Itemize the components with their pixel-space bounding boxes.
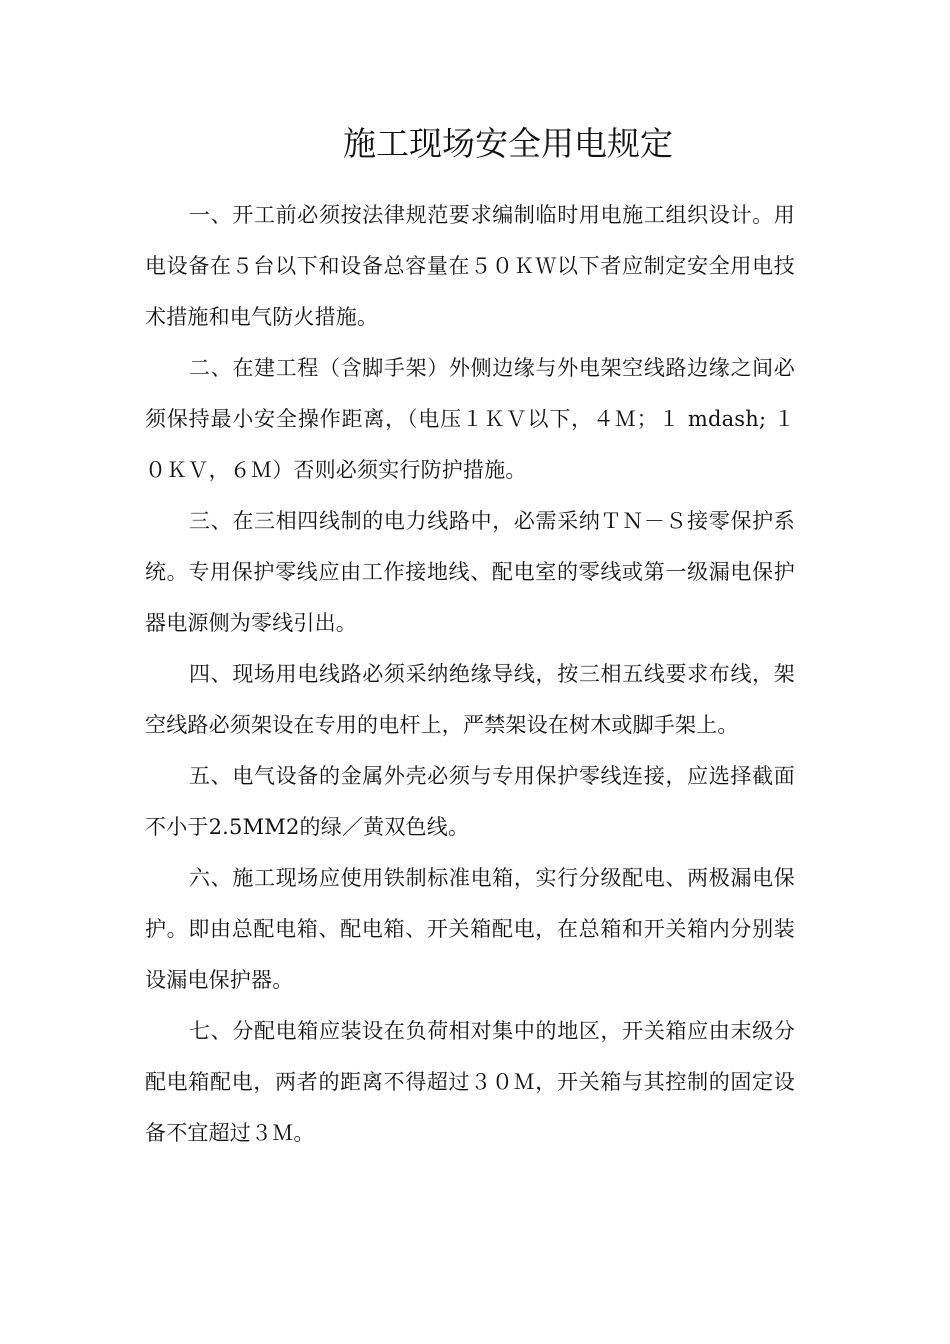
paragraph-1: 一、开工前必须按法律规范要求编制临时用电施工组织设计。用电设备在５台以下和设备总容量在５０ＫＷ以下者应制定安全用电技术措施和电气防火措施。	[145, 203, 795, 329]
paragraph-5: 五、电气设备的金属外壳必须与专用保护零线连接，应选择截面不小于2.5MM2的绿／黄双色线。	[145, 764, 795, 839]
paragraph-4: 四、现场用电线路必须采纳绝缘导线，按三相五线要求布线，架空线路必须架设在专用的电杆上，严禁架设在树木或脚手架上。	[145, 662, 795, 737]
paragraph-7: 七、分配电箱应装设在负荷相对集中的地区，开关箱应由末级分配电箱配电，两者的距离不得超过３０Ｍ，开关箱与其控制的固定设备不宜超过３Ｍ。	[145, 1019, 795, 1145]
document-title: 施工现场安全用电规定	[343, 124, 673, 163]
paragraph-3: 三、在三相四线制的电力线路中，必需采纳ＴＮ－Ｓ接零保护系统。专用保护零线应由工作接地线、配电室的零线或第一级漏电保护器电源侧为零线引出。	[145, 509, 795, 635]
paragraph-6: 六、施工现场应使用铁制标准电箱，实行分级配电、两极漏电保护。即由总配电箱、配电箱、开关箱配电，在总箱和开关箱内分别装设漏电保护器。	[145, 866, 795, 992]
document-body	[145, 190, 795, 1159]
paragraph-2: 二、在建工程（含脚手架）外侧边缘与外电架空线路边缘之间必须保持最小安全操作距离，（电压１ＫＶ以下，４Ｍ；１ mdash; １０ＫＶ，６Ｍ）否则必须实行防护措施。	[145, 356, 795, 482]
